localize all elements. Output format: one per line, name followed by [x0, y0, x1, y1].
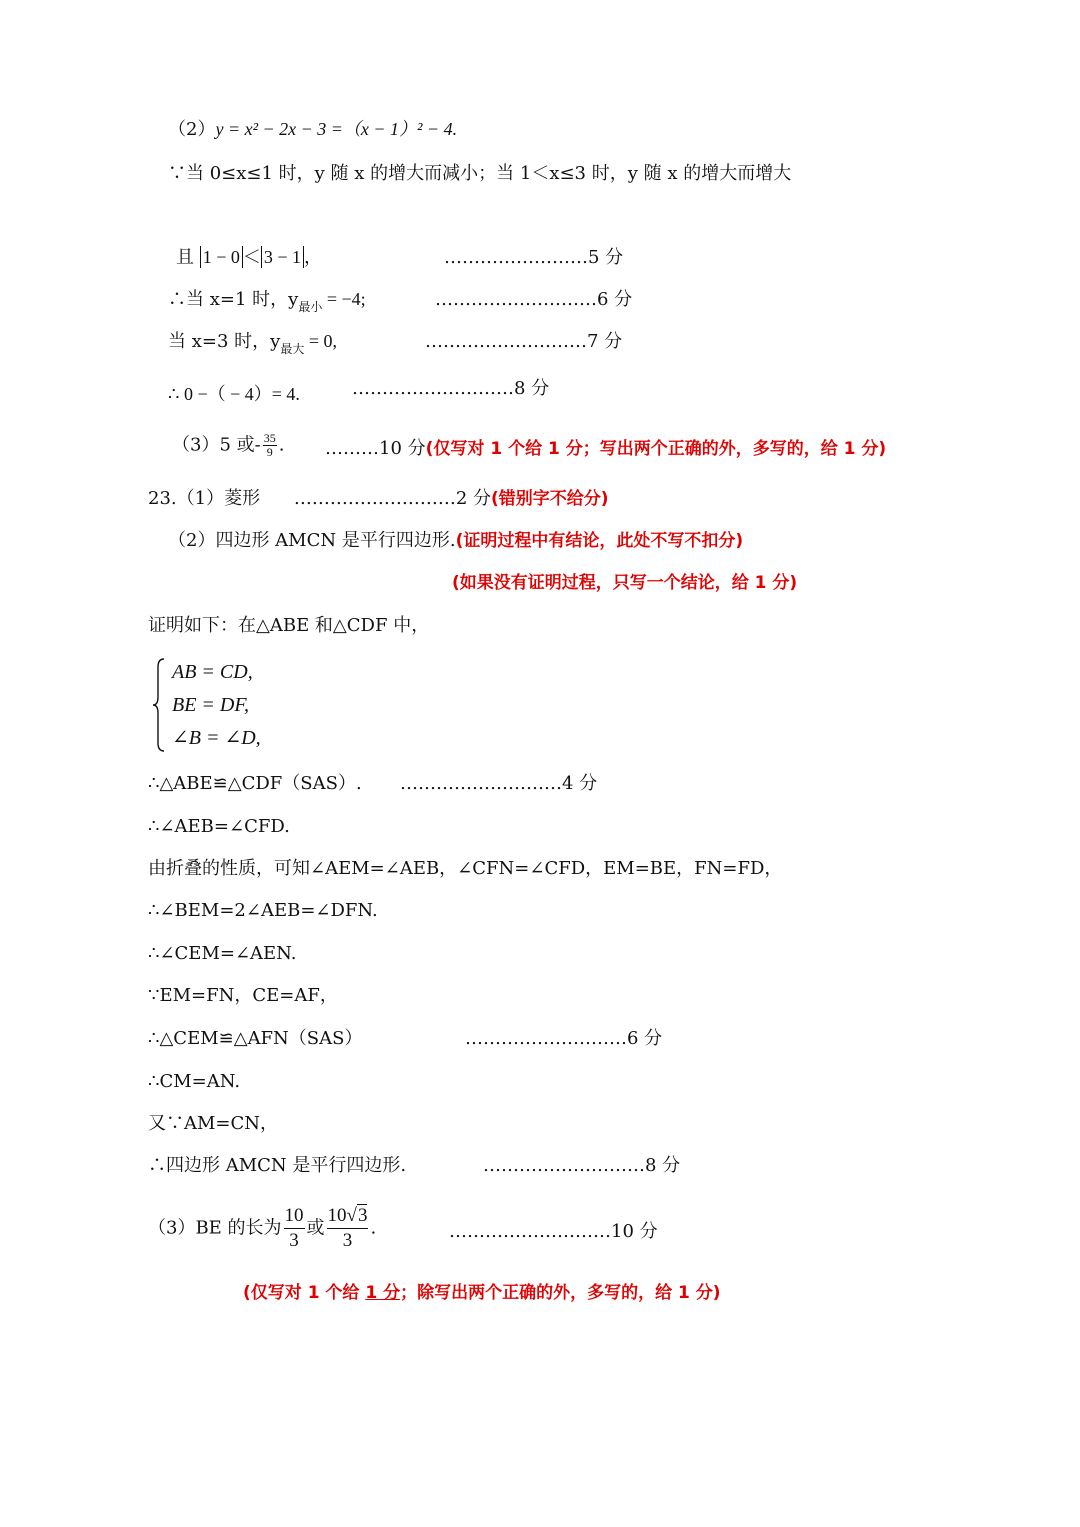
less-than-sign: ＜: [242, 247, 261, 268]
score-8b: ………………………8 分: [483, 1155, 681, 1176]
fraction-denominator: 9: [266, 445, 273, 459]
grading-note: (仅写对 1 个给 1 分；写出两个正确的外，多写的，给 1 分): [425, 439, 887, 459]
score-8: ………………………8 分: [352, 378, 550, 399]
part3-label: （3）BE 的长为: [148, 1217, 282, 1239]
max-value: = 0,: [304, 331, 337, 351]
proof-line-5: ∴∠CEM=∠AEN.: [148, 943, 297, 964]
grading-note: (错别字不给分): [491, 489, 609, 509]
proof-line-1: ∴△ABE≌△CDF（SAS）.: [148, 773, 362, 794]
score-5: ……………………5 分: [444, 247, 624, 268]
score-6: ………………………6 分: [435, 289, 633, 310]
proof-line-7: ∴△CEM≌△AFN（SAS）: [148, 1028, 363, 1049]
proof-line-8: ∴CM=AN.: [148, 1071, 241, 1092]
comma: ，: [304, 247, 323, 268]
min-value-line: [168, 289, 366, 314]
period: .: [278, 434, 285, 456]
max-value-line: [168, 331, 337, 356]
system-eq-3: ∠B = ∠D,: [172, 727, 261, 749]
quadratic-expression: y = x² − 2x − 3 =（x − 1）² − 4.: [215, 119, 458, 139]
q23-answer-rhombus: 23.（1）菱形: [148, 488, 261, 509]
final-note-part-b: ；除写出两个正确的外，多写的，给 1 分): [400, 1283, 721, 1303]
final-note-part-a: (仅写对 1 个给: [243, 1283, 366, 1303]
proof-line-4: ∴∠BEM=2∠AEB=∠DFN.: [148, 900, 378, 921]
proof-line-6: ∵EM=FN，CE=AF，: [148, 985, 338, 1006]
score-2: ………………………2 分: [293, 488, 491, 509]
part3-score-line: [325, 438, 886, 460]
grading-note: (证明过程中有结论，此处不写不扣分): [455, 531, 744, 551]
score-4: ………………………4 分: [400, 773, 598, 794]
difference-line: ∴ 0 −（ − 4）= 4.: [168, 384, 300, 404]
max-subscript: 最大: [280, 342, 305, 356]
period: .: [370, 1217, 377, 1239]
min-value: = −4;: [322, 289, 366, 309]
min-text: ∴当 x=1 时，y: [168, 289, 299, 310]
abs-comparison-line: [176, 246, 322, 269]
fraction-numerator: 10: [284, 1204, 305, 1229]
radicand: 3: [357, 1205, 368, 1226]
proof-line-9: 又∵AM=CN，: [148, 1113, 279, 1134]
score-7: ………………………7 分: [425, 331, 623, 352]
score-6b: ………………………6 分: [465, 1028, 663, 1049]
proof-line-10: ∴四边形 AMCN 是平行四边形.: [148, 1155, 407, 1176]
min-subscript: 最小: [298, 300, 323, 314]
or-text: 或: [306, 1217, 325, 1239]
part3-label: （3）5 或-: [172, 434, 261, 456]
sqrt-icon: √: [346, 1205, 357, 1226]
fraction-35-9: [263, 432, 277, 459]
q23-part2: [168, 530, 743, 552]
q23-conclusion: （2）四边形 AMCN 是平行四边形.: [168, 530, 456, 551]
part3-line: [172, 432, 284, 459]
numerator-coefficient: 10: [327, 1205, 347, 1226]
abs-value-2: 3 − 1: [261, 246, 304, 268]
part2-label: （2）: [168, 119, 216, 140]
grading-note-no-proof: (如果没有证明过程，只写一个结论，给 1 分): [452, 573, 798, 593]
qie-text: 且: [176, 247, 194, 268]
monotonicity-statement: ∵当 0≤x≤1 时，y 随 x 的增大而减小；当 1＜x≤3 时，y 随 x 的增大而增大: [168, 163, 792, 184]
fraction-10root3-3: [327, 1204, 369, 1253]
q23-part3: [148, 1204, 376, 1253]
part2-line1: [168, 119, 457, 141]
fraction-denominator: 3: [289, 1230, 299, 1251]
abs-value-1: 1 − 0: [200, 246, 243, 268]
system-eq-1: AB = CD,: [172, 661, 253, 683]
max-text: 当 x=3 时，y: [168, 331, 281, 352]
fraction-denominator: 3: [342, 1230, 353, 1251]
final-grading-note: [243, 1283, 721, 1303]
proof-line-3: 由折叠的性质，可知∠AEM=∠AEB，∠CFN=∠CFD，EM=BE，FN=FD，: [148, 858, 783, 879]
final-note-underlined: 1 分: [365, 1283, 401, 1303]
proof-line-2: ∴∠AEB=∠CFD.: [148, 816, 290, 837]
system-brace: [152, 657, 166, 753]
fraction-numerator: [327, 1204, 369, 1229]
system-eq-2: BE = DF,: [172, 694, 250, 716]
score-10: ………10 分: [325, 438, 426, 459]
proof-intro: 证明如下：在△ABE 和△CDF 中，: [148, 615, 430, 636]
score-10b: ………………………10 分: [449, 1221, 658, 1242]
q23-part1: [148, 488, 609, 510]
fraction-10-3: [284, 1204, 305, 1253]
fraction-numerator: 35: [263, 431, 276, 445]
